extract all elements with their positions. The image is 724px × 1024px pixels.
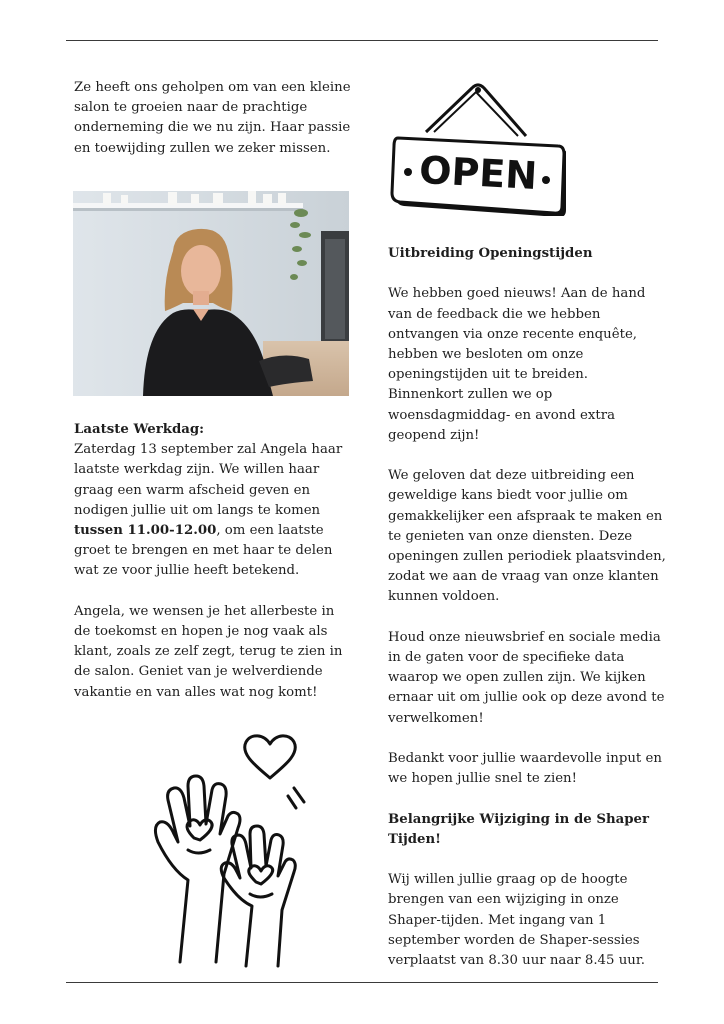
shaper-heading: Belangrijke Wijziging in de Shaper Tijden!: [388, 811, 649, 847]
opening-hours-p4: Bedankt voor jullie waardevolle input en we hopen jullie snel te zien!: [388, 751, 662, 787]
opening-hours-section: [388, 244, 666, 971]
opening-hours-p1: We hebben goed nieuws! Aan de hand van de feedback die we hebben ontvangen via onze recente enquête, hebben we besloten om onze openingstijden uit te breiden. Binnenkort zullen we op woensdagmiddag- en avond extra geopend zijn!: [388, 286, 646, 443]
hands-heart-illustration: [128, 730, 328, 970]
top-divider: [66, 40, 658, 41]
angela-photo: [73, 191, 349, 396]
farewell-text: Angela, we wensen je het allerbeste in de toekomst en hopen je nog vaak als klant, zoals ze zelf zegt, terug te zien in de salon. Geniet van je welverdiende vakantie en van alles wat nog komt!: [74, 603, 343, 700]
last-day-section: [74, 420, 354, 703]
last-day-text: Zaterdag 13 september zal Angela haar laatste werkdag zijn. We willen haar graag een warm afscheid geven en nodigen jullie uit om langs te komen tussen 11.00-12.00, om een laatste groet te brengen en met haar te delen wat ze voor jullie heeft betekend.: [74, 442, 343, 579]
open-sign-label: OPEN: [418, 147, 539, 199]
opening-hours-p3: Houd onze nieuwsbrief en sociale media in de gaten voor de specifieke data waarop we open zullen zijn. We kijken ernaar uit om jullie ook op deze avond te verwelkomen!: [388, 629, 665, 726]
opening-hours-heading: Uitbreiding Openingstijden: [388, 246, 593, 261]
opening-hours-p2: We geloven dat deze uitbreiding een geweldige kans biedt voor jullie om gemakkelijker een afspraak te maken en te genieten van onze diensten. Deze openingen zullen periodiek plaatsvinden, zodat we aan de vraag van onze klanten kunnen voldoen.: [388, 468, 666, 605]
shaper-text: Wij willen jullie graag op de hoogte brengen van een wijziging in onze Shaper-tijden. Met ingang van 1 september worden de Shaper-sessies verplaatst van 8.30 uur naar 8.45 uur.: [388, 872, 645, 969]
bottom-divider: [66, 982, 658, 983]
open-sign-illustration: [386, 80, 566, 216]
intro-paragraph: Ze heeft ons geholpen om van een kleine salon te groeien naar de prachtige onderneming die we nu zijn. Haar passie en toewijding zullen we zeker missen.: [74, 80, 351, 156]
last-day-heading: Laatste Werkdag:: [74, 422, 205, 437]
